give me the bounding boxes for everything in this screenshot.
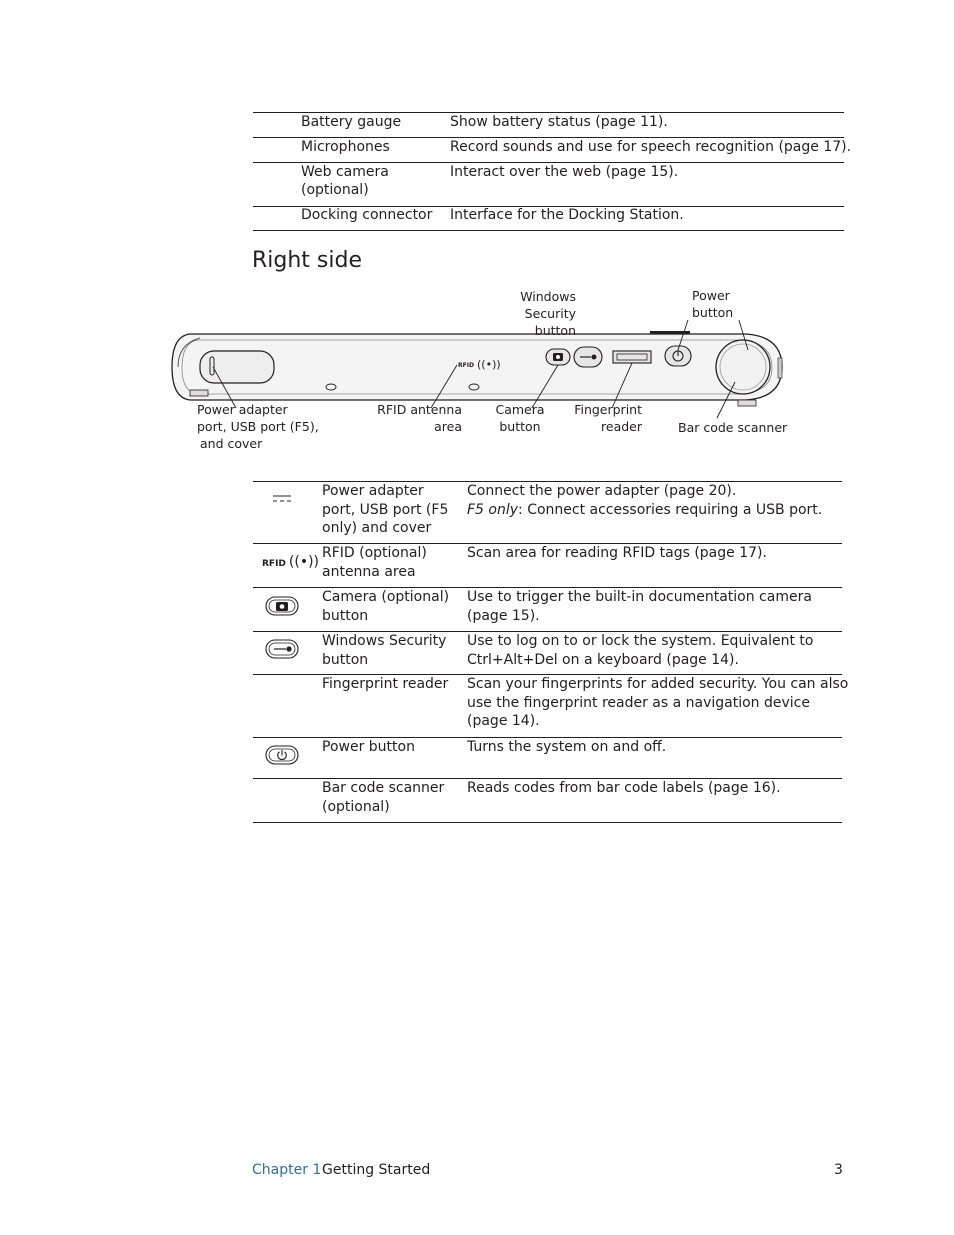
table-cell-name: RFID (optional) antenna area (322, 545, 427, 580)
table-cell-name: Docking connector (301, 207, 433, 223)
table-cell-name: Bar code scanner (optional) (322, 780, 445, 815)
dc-power-icon (272, 494, 292, 504)
table-rule (253, 230, 844, 231)
table-cell-name: Power button (322, 739, 415, 755)
table-cell-name: Power adapter port, USB port (F5 only) and cover (322, 483, 449, 536)
rfid-icon: RFID ((•)) (262, 554, 320, 570)
table-cell-desc: Use to log on to or lock the system. Equivalent to Ctrl+Alt+Del on a keyboard (page 14). (467, 633, 814, 668)
table-cell-desc: Show battery status (page 11). (450, 114, 668, 130)
table-cell-desc: Scan your fingerprints for added security. You can also use the fingerprint reader as a navigation device (page 14). (467, 676, 849, 729)
table-cell-name: Camera (optional) button (322, 589, 450, 624)
svg-text:((•)): ((•)) (477, 358, 501, 371)
rfid-mark: RFID (458, 362, 474, 369)
key-icon (265, 639, 299, 659)
table-cell-name: Web camera (301, 164, 389, 180)
table-rule (253, 822, 842, 823)
table-cell-name: (optional) (301, 182, 369, 198)
power-icon (265, 745, 299, 765)
callout-barcode: Bar code scanner (678, 420, 788, 435)
callout-rfid: RFID antenna area (377, 402, 462, 434)
footer-chapter: Chapter 1 (252, 1162, 322, 1178)
callout-windows-security: Windows Security button (520, 289, 576, 338)
page-number: 3 (834, 1162, 843, 1178)
callout-power: Power button (692, 288, 734, 320)
callout-camera: Camera button (495, 402, 545, 434)
table-cell-desc: Interact over the web (page 15). (450, 164, 679, 180)
footer-title: Getting Started (322, 1162, 431, 1178)
table-cell-desc: Reads codes from bar code labels (page 16). (467, 780, 781, 796)
table-cell-name: Windows Security button (322, 633, 447, 668)
callout-power-adapter: Power adapter port, USB port (F5), and cover (197, 402, 319, 451)
callout-fingerprint: Fingerprint reader (574, 402, 642, 434)
table-cell-name: Microphones (301, 139, 390, 155)
table-cell-name: Fingerprint reader (322, 676, 449, 692)
table-cell-desc: Scan area for reading RFID tags (page 17). (467, 545, 767, 561)
table-cell-desc: Interface for the Docking Station. (450, 207, 684, 223)
section-heading: Right side (252, 248, 362, 273)
table-cell-desc: Connect the power adapter (page 20). F5 only: Connect accessories requiring a USB port. (467, 483, 823, 518)
table-cell-desc: Turns the system on and off. (467, 739, 667, 755)
table-cell-desc: Use to trigger the built-in documentation camera (page 15). (467, 589, 812, 624)
table-cell-desc: Record sounds and use for speech recognition (page 17). (450, 139, 852, 155)
table-cell-name: Battery gauge (301, 114, 402, 130)
camera-icon (265, 596, 299, 616)
